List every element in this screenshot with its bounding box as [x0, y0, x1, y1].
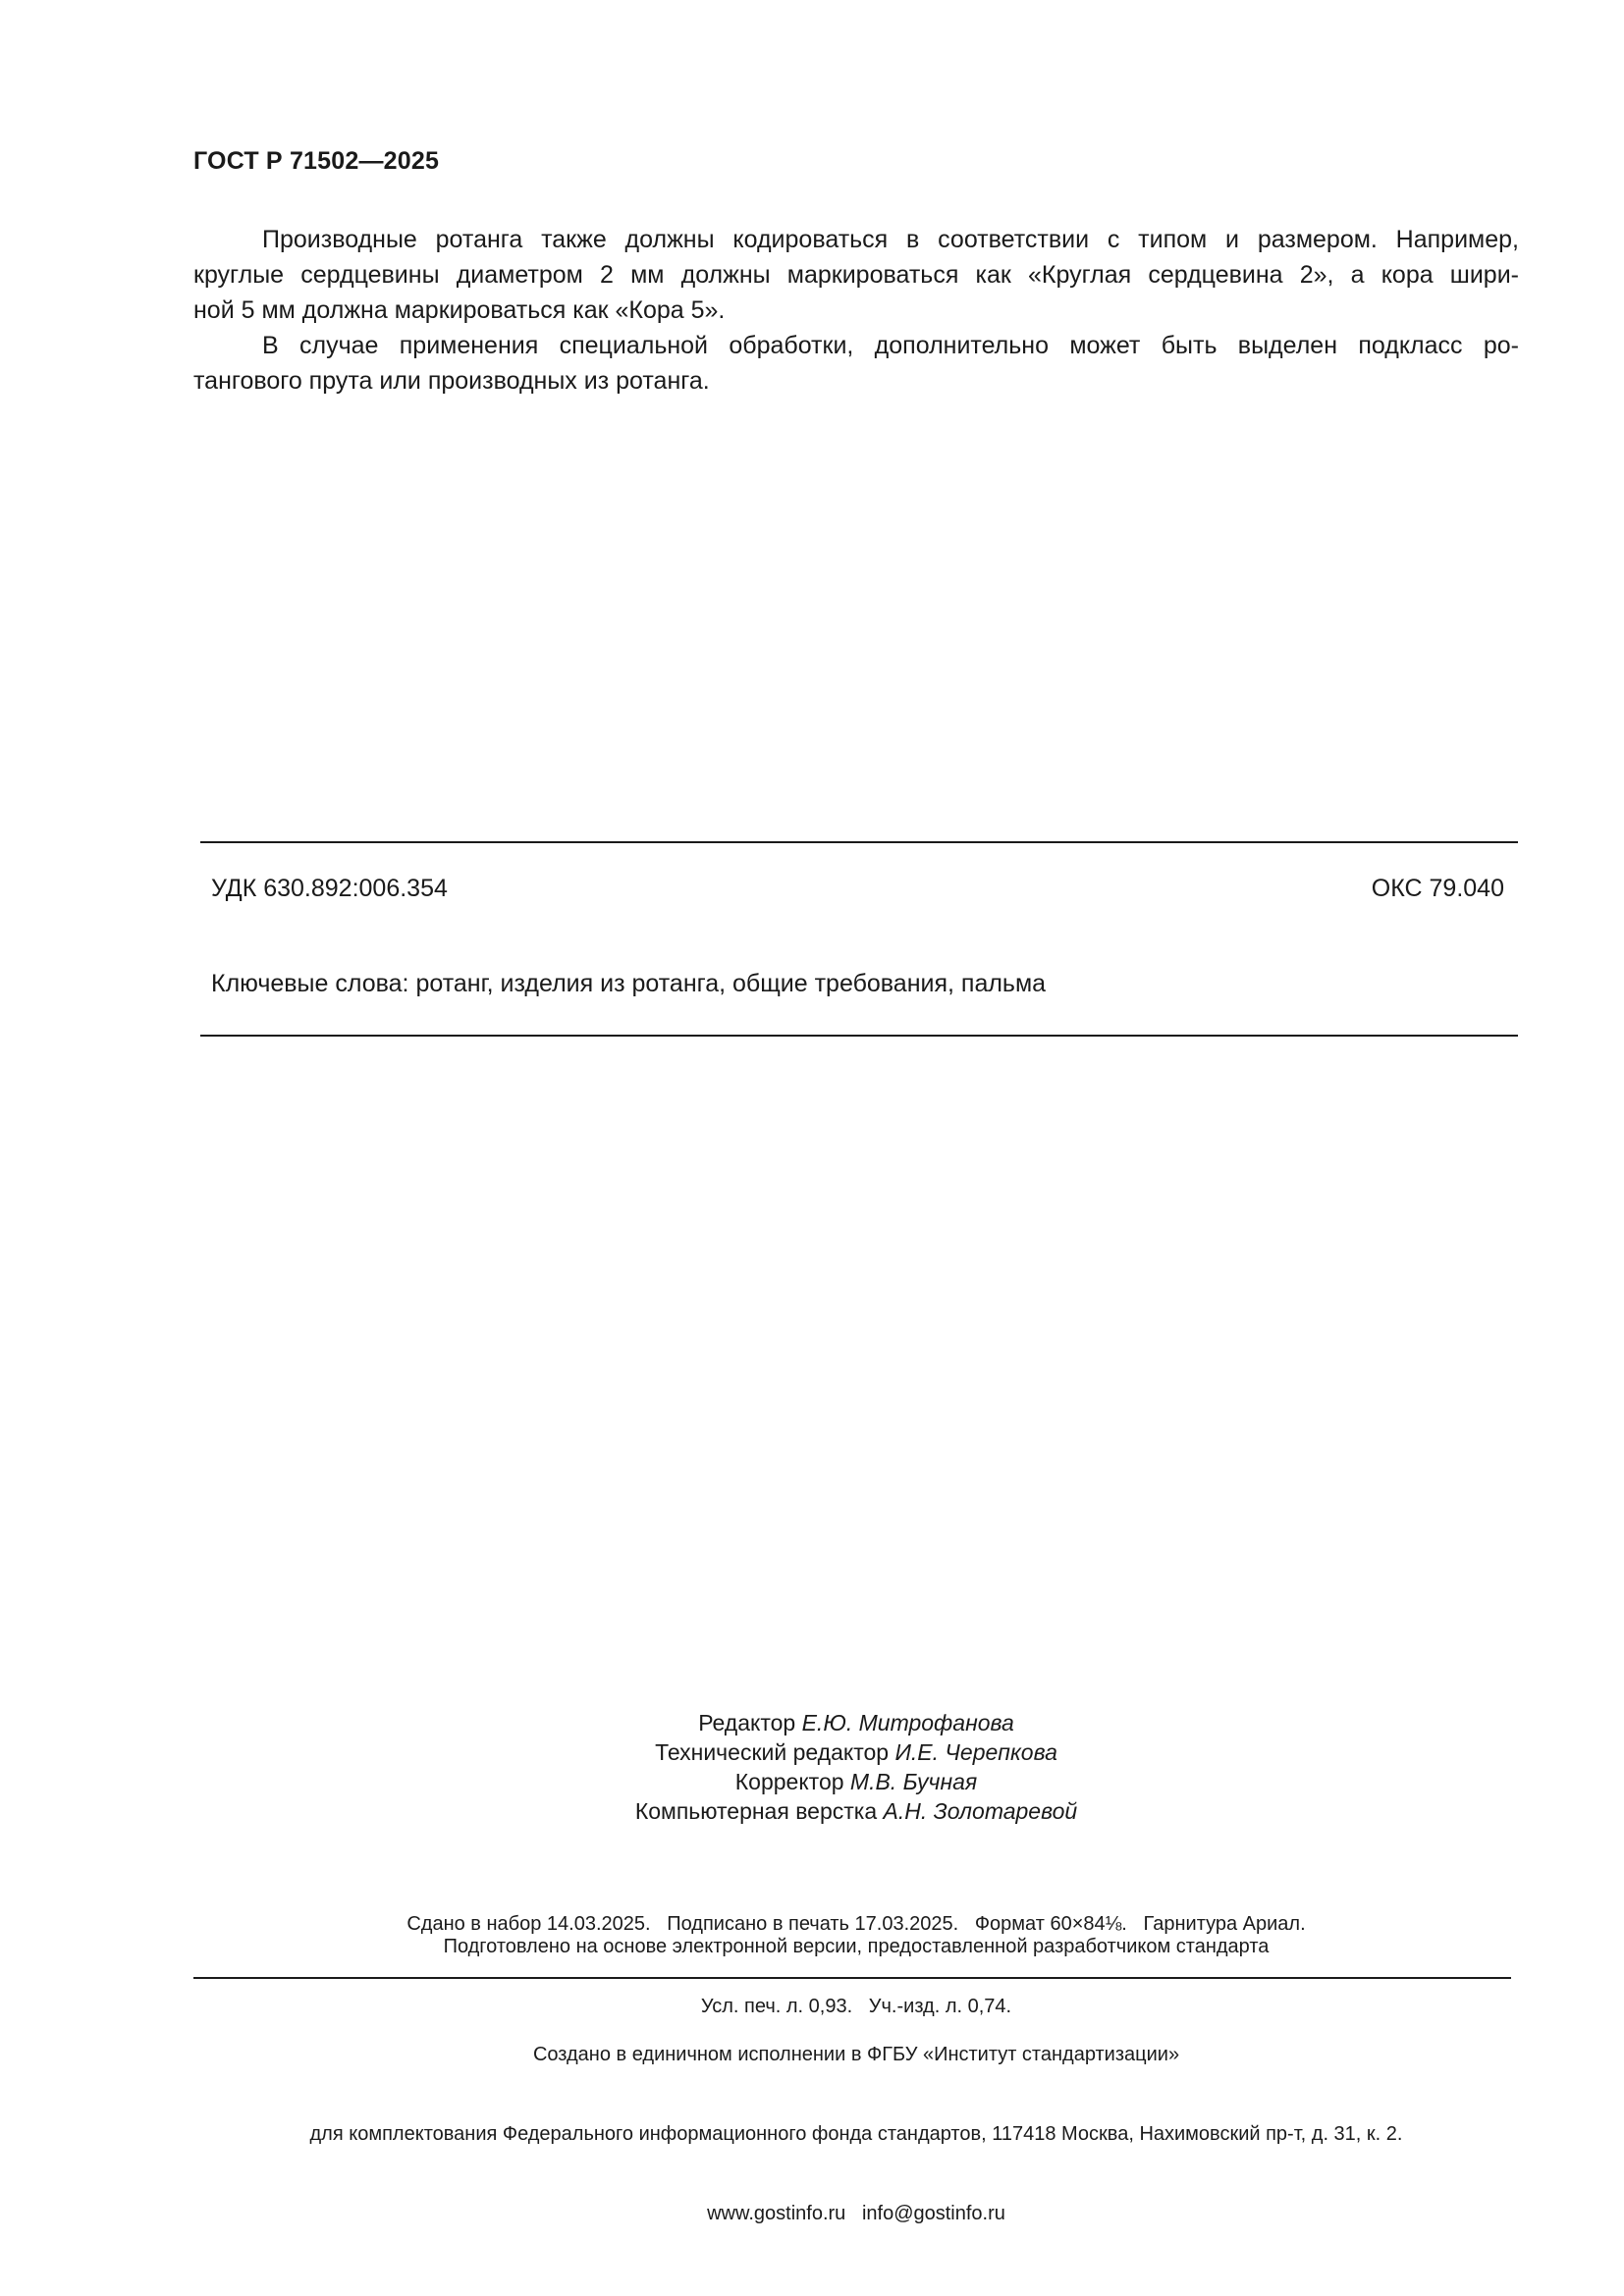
imprint — [0, 1989, 1624, 2280]
text-line: тангового прута или производных из ротанга. — [193, 367, 710, 395]
credits-block — [0, 1708, 1624, 1826]
imprint-line: Создано в единичном исполнении в ФГБУ «Институт стандартизации» — [532, 2044, 1180, 2065]
print-info-line: Усл. печ. л. 0,93. Уч.-изд. л. 0,74. — [700, 1996, 1012, 2017]
imprint-rule — [193, 1977, 1511, 1979]
text-line: В случае применения специальной обработки, дополнительно может быть выделен подкласс ро- — [262, 332, 1519, 359]
credit-role: Редактор — [698, 1710, 796, 1735]
credit-name: Е.Ю. Митрофанова — [801, 1710, 1014, 1735]
text-line: круглые сердцевины диаметром 2 мм должны маркироваться как «Круглая сердцевина 2», а кора шири- — [193, 261, 1519, 289]
imprint-line: для комплектования Федерального информационного фонда стандартов, 117418 Москва, Нахимовский пр-т, д. 31, к. 2. — [309, 2123, 1403, 2145]
credit-editor — [88, 1708, 1624, 1737]
credit-technical-editor — [88, 1737, 1624, 1767]
classification-top-rule — [200, 841, 1518, 843]
paragraph-derivatives-coding — [193, 222, 1519, 328]
standard-number-header: ГОСТ Р 71502—2025 — [193, 147, 440, 175]
credit-role: Корректор — [734, 1769, 844, 1794]
credit-name: А.Н. Золотаревой — [883, 1798, 1078, 1824]
prepared-note: Подготовлено на основе электронной версии, предоставленной разработчиком стандарта — [443, 1936, 1270, 1957]
credit-role: Технический редактор — [655, 1739, 890, 1765]
credit-name: И.Е. Черепкова — [894, 1739, 1057, 1765]
text-line: Производные ротанга также должны кодироваться в соответствии с типом и размером. Например, — [262, 226, 1519, 253]
credit-layout — [88, 1796, 1624, 1826]
keywords: Ключевые слова: ротанг, изделия из ротанга, общие требования, пальма — [211, 970, 1047, 997]
paragraph-special-treatment — [193, 328, 1519, 399]
imprint-contacts: www.gostinfo.ru info@gostinfo.ru — [707, 2203, 1005, 2224]
classification-bottom-rule — [200, 1035, 1518, 1037]
credit-role: Компьютерная верстка — [634, 1798, 878, 1824]
text-line: ной 5 мм должна маркироваться как «Кора 5». — [193, 296, 726, 324]
credit-name: М.В. Бучная — [849, 1769, 978, 1794]
oks-code: ОКС 79.040 — [1371, 875, 1504, 902]
credit-proofreader — [88, 1767, 1624, 1796]
udk-code: УДК 630.892:006.354 — [211, 875, 448, 902]
body-text — [193, 222, 1519, 399]
print-info-line: Сдано в набор 14.03.2025. Подписано в печать 17.03.2025. Формат 60×84⅛. Гарнитура Ариал. — [406, 1913, 1306, 1935]
